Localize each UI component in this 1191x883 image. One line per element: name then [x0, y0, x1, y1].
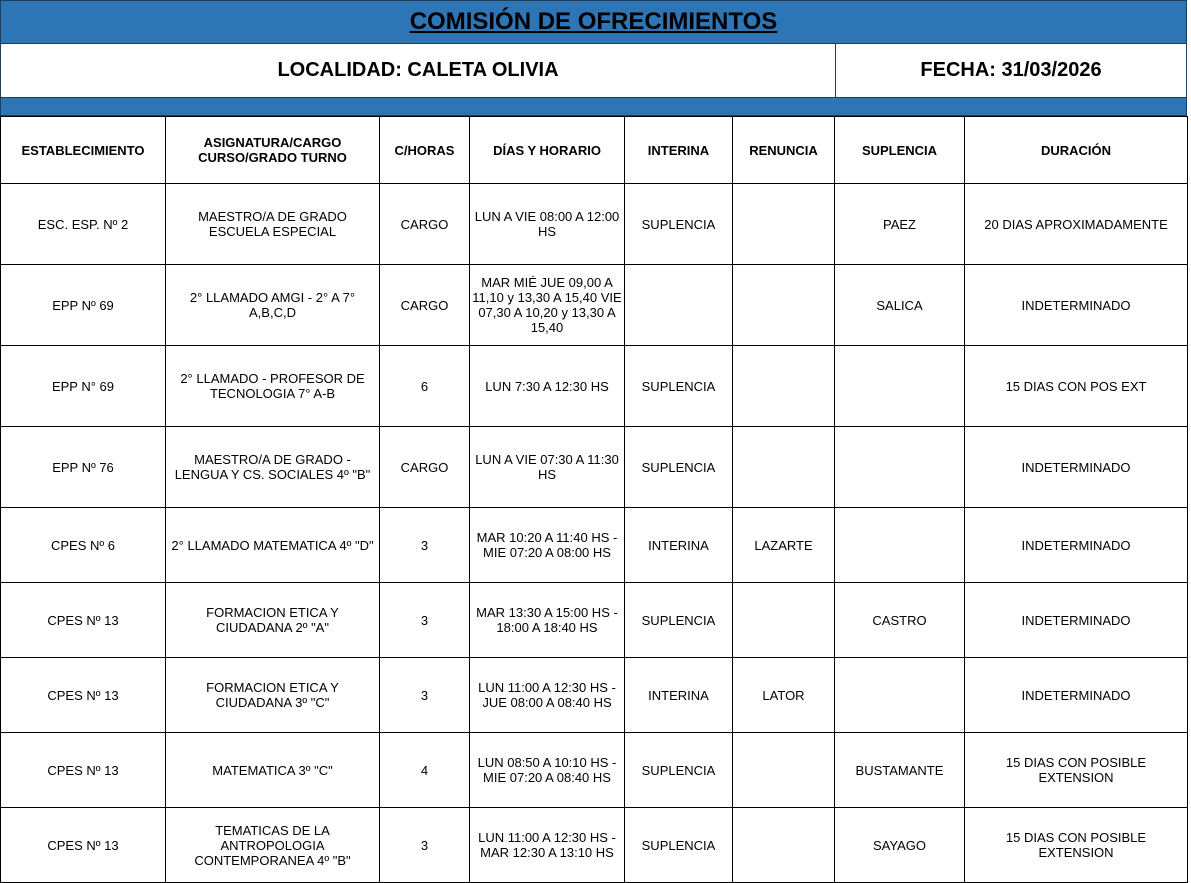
header-row	[0, 44, 1187, 98]
column-header: C/HORAS	[380, 117, 470, 184]
table-cell: SUPLENCIA	[625, 427, 733, 508]
table-cell: INDETERMINADO	[965, 583, 1188, 658]
table-cell: MATEMATICA 3º "C"	[166, 733, 380, 808]
table-cell: INDETERMINADO	[965, 508, 1188, 583]
table-cell: LUN 11:00 A 12:30 HS - MAR 12:30 A 13:10 HS	[470, 808, 625, 883]
table-cell: CASTRO	[835, 583, 965, 658]
table-row	[1, 427, 1188, 508]
table-cell	[733, 346, 835, 427]
table-cell: CPES Nº 13	[1, 658, 166, 733]
table-cell: SUPLENCIA	[625, 184, 733, 265]
table-cell: SUPLENCIA	[625, 346, 733, 427]
table-cell: 15 DIAS CON POS EXT	[965, 346, 1188, 427]
table-cell: 2° LLAMADO MATEMATICA 4º "D"	[166, 508, 380, 583]
table-cell	[733, 427, 835, 508]
table-cell	[625, 265, 733, 346]
table-cell: MAR MIÉ JUE 09,00 A 11,10 y 13,30 A 15,40 VIE 07,30 A 10,20 y 13,30 A 15,40	[470, 265, 625, 346]
table-cell: INDETERMINADO	[965, 658, 1188, 733]
table-cell: SUPLENCIA	[625, 583, 733, 658]
table-cell	[733, 808, 835, 883]
table-cell: INTERINA	[625, 658, 733, 733]
table-cell	[835, 658, 965, 733]
table-cell: FORMACION ETICA Y CIUDADANA 2º "A"	[166, 583, 380, 658]
column-header: SUPLENCIA	[835, 117, 965, 184]
table-cell	[733, 184, 835, 265]
table-row	[1, 583, 1188, 658]
table-cell: MAESTRO/A DE GRADO - LENGUA Y CS. SOCIALES 4º "B"	[166, 427, 380, 508]
column-header: DÍAS Y HORARIO	[470, 117, 625, 184]
table-cell: CARGO	[380, 427, 470, 508]
table-cell: CPES Nº 13	[1, 808, 166, 883]
fecha-label: FECHA: 31/03/2026	[920, 59, 1102, 81]
table-cell	[733, 265, 835, 346]
title-bar	[0, 0, 1187, 44]
table-cell: 3	[380, 583, 470, 658]
separator-bar	[0, 98, 1187, 116]
table-cell: 4	[380, 733, 470, 808]
table-cell: LUN 7:30 A 12:30 HS	[470, 346, 625, 427]
table-cell: CPES Nº 13	[1, 583, 166, 658]
page-title: COMISIÓN DE OFRECIMIENTOS	[409, 8, 778, 35]
table-cell: 2° LLAMADO AMGI - 2° A 7° A,B,C,D	[166, 265, 380, 346]
column-header: RENUNCIA	[733, 117, 835, 184]
table-row	[1, 265, 1188, 346]
table-cell: SUPLENCIA	[625, 808, 733, 883]
table-cell: LUN 08:50 A 10:10 HS - MIE 07:20 A 08:40 HS	[470, 733, 625, 808]
table-row	[1, 508, 1188, 583]
table-cell: INDETERMINADO	[965, 427, 1188, 508]
table-row	[1, 658, 1188, 733]
table-row	[1, 808, 1188, 883]
table-cell: TEMATICAS DE LA ANTROPOLOGIA CONTEMPORANEA 4º "B"	[166, 808, 380, 883]
column-header: ASIGNATURA/CARGO CURSO/GRADO TURNO	[166, 117, 380, 184]
table-row	[1, 346, 1188, 427]
table-cell: BUSTAMANTE	[835, 733, 965, 808]
table-cell: 2° LLAMADO - PROFESOR DE TECNOLOGIA 7° A-B	[166, 346, 380, 427]
table-cell: MAR 10:20 A 11:40 HS - MIE 07:20 A 08:00 HS	[470, 508, 625, 583]
table-cell: LATOR	[733, 658, 835, 733]
table-row	[1, 733, 1188, 808]
localidad-label: LOCALIDAD: CALETA OLIVIA	[1, 44, 836, 97]
table-cell: 3	[380, 658, 470, 733]
table-cell: EPP Nº 69	[1, 265, 166, 346]
table-cell	[835, 508, 965, 583]
table-cell: ESC. ESP. Nº 2	[1, 184, 166, 265]
table-cell: SUPLENCIA	[625, 733, 733, 808]
table-cell: LUN A VIE 07:30 A 11:30 HS	[470, 427, 625, 508]
column-header: DURACIÓN	[965, 117, 1188, 184]
table-cell: SAYAGO	[835, 808, 965, 883]
table-cell	[835, 346, 965, 427]
table-cell: INTERINA	[625, 508, 733, 583]
column-header: INTERINA	[625, 117, 733, 184]
offers-table	[0, 116, 1188, 883]
table-cell: MAESTRO/A DE GRADO ESCUELA ESPECIAL	[166, 184, 380, 265]
table-cell: PAEZ	[835, 184, 965, 265]
table-cell	[733, 733, 835, 808]
table-cell: LUN 11:00 A 12:30 HS - JUE 08:00 A 08:40 HS	[470, 658, 625, 733]
table-row	[1, 184, 1188, 265]
table-cell: FORMACION ETICA Y CIUDADANA 3º "C"	[166, 658, 380, 733]
table-cell: MAR 13:30 A 15:00 HS - 18:00 A 18:40 HS	[470, 583, 625, 658]
table-cell: 15 DIAS CON POSIBLE EXTENSION	[965, 733, 1188, 808]
table-cell: LAZARTE	[733, 508, 835, 583]
table-cell: 3	[380, 508, 470, 583]
table-cell: EPP N° 69	[1, 346, 166, 427]
table-cell: SALICA	[835, 265, 965, 346]
table-cell: EPP Nº 76	[1, 427, 166, 508]
table-cell: 20 DIAS APROXIMADAMENTE	[965, 184, 1188, 265]
table-cell: CARGO	[380, 265, 470, 346]
table-cell: LUN A VIE 08:00 A 12:00 HS	[470, 184, 625, 265]
table-cell: INDETERMINADO	[965, 265, 1188, 346]
table-cell: CPES Nº 6	[1, 508, 166, 583]
table-header-row	[1, 117, 1188, 184]
table-cell: 6	[380, 346, 470, 427]
table-cell: 15 DIAS CON POSIBLE EXTENSION	[965, 808, 1188, 883]
table-cell: CPES Nº 13	[1, 733, 166, 808]
table-cell	[733, 583, 835, 658]
table-cell: CARGO	[380, 184, 470, 265]
table-cell: 3	[380, 808, 470, 883]
table-cell	[835, 427, 965, 508]
column-header: ESTABLECIMIENTO	[1, 117, 166, 184]
